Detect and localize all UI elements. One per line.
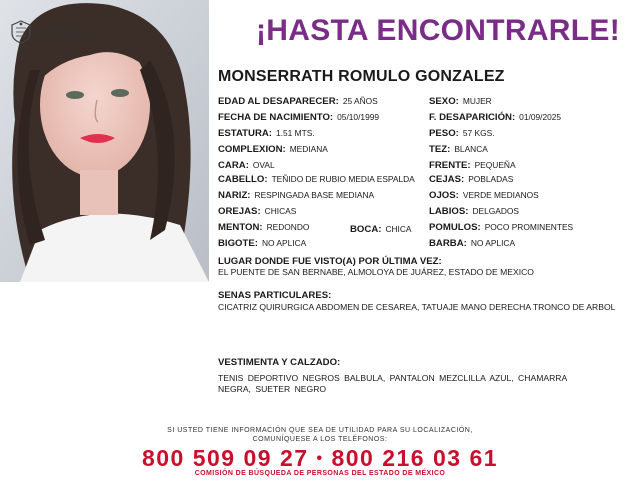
field-label: OJOS: bbox=[429, 190, 459, 201]
field-value: 25 AÑOS bbox=[342, 96, 378, 106]
field-label: POMULOS: bbox=[429, 222, 481, 233]
field-cabello bbox=[218, 174, 415, 185]
field-menton bbox=[218, 222, 309, 233]
field-cejas bbox=[429, 174, 513, 185]
field-label: ESTATURA: bbox=[218, 128, 273, 139]
clothing-value: TENIS DEPORTIVO NEGROS BALBULA, PANTALON MEZCLILLA AZUL, CHAMARRA NEGRA, SUETER NEGRO bbox=[218, 373, 567, 394]
field-value: DELGADOS bbox=[472, 206, 519, 216]
field-label: COMPLEXION: bbox=[218, 144, 286, 155]
field-label: BARBA: bbox=[429, 238, 467, 249]
field-value: 01/09/2025 bbox=[519, 112, 562, 122]
field-orejas bbox=[218, 206, 296, 217]
marks-value: CICATRIZ QUIRURGICA ABDOMEN DE CESAREA, TATUAJE MANO DERECHA TRONCO DE ARBOL bbox=[218, 302, 616, 312]
phone-numbers bbox=[0, 445, 640, 472]
marks-label: SENAS PARTICULARES: bbox=[218, 290, 332, 301]
field-label: CABELLO: bbox=[218, 174, 268, 185]
field-value: PEQUEÑA bbox=[474, 160, 516, 170]
field-value: OVAL bbox=[252, 160, 275, 170]
logo-text-line-1: GOBIERNO DEL bbox=[36, 26, 85, 32]
field-value: NO APLICA bbox=[261, 238, 307, 248]
field-complexion bbox=[218, 144, 328, 155]
state-crest-icon bbox=[10, 20, 32, 44]
last-seen-value: EL PUENTE DE SAN BERNABE, ALMOLOYA DE JUÁREZ, ESTADO DE MEXICO bbox=[218, 267, 534, 277]
field-frente bbox=[429, 160, 516, 171]
field-label: PESO: bbox=[429, 128, 459, 139]
field-value: TEÑIDO DE RUBIO MEDIA ESPALDA bbox=[271, 174, 415, 184]
phone-number-2[interactable]: 800 216 03 61 bbox=[331, 445, 499, 471]
field-label: TEZ: bbox=[429, 144, 451, 155]
field-value: POBLADAS bbox=[468, 174, 514, 184]
phone-separator: • bbox=[316, 450, 324, 467]
field-label: BIGOTE: bbox=[218, 238, 258, 249]
contact-note bbox=[0, 426, 640, 444]
field-label: SEXO: bbox=[429, 96, 459, 107]
field-peso bbox=[429, 128, 495, 139]
field-value: CHICAS bbox=[264, 206, 297, 216]
field-value: VERDE MEDIANOS bbox=[462, 190, 539, 200]
field-label: BOCA: bbox=[350, 224, 382, 235]
person-name: MONSERRATH ROMULO GONZALEZ bbox=[218, 68, 505, 85]
contact-note-line-2: COMUNÍQUESE A LOS TELÉFONOS: bbox=[252, 436, 388, 443]
field-ojos bbox=[429, 190, 539, 201]
field-value: MUJER bbox=[462, 96, 492, 106]
field-label: F. DESAPARICIÓN: bbox=[429, 112, 516, 123]
field-labios bbox=[429, 206, 519, 217]
contact-note-line-1: SI USTED TIENE INFORMACIÓN QUE SEA DE UTILIDAD PARA SU LOCALIZACIÓN, bbox=[167, 427, 473, 434]
field-label: NARIZ: bbox=[218, 190, 251, 201]
field-value: REDONDO bbox=[266, 222, 310, 232]
field-value: MEDIANA bbox=[289, 144, 328, 154]
field-cara bbox=[218, 160, 275, 171]
field-bigote bbox=[218, 238, 306, 249]
last-seen-label: LUGAR DONDE FUE VISTO(A) POR ÚLTIMA VEZ: bbox=[218, 256, 442, 267]
commission-name: COMISIÓN DE BÚSQUEDA DE PERSONAS DEL ESTADO DE MÉXICO bbox=[194, 470, 446, 477]
field-value: RESPINGADA BASE MEDIANA bbox=[254, 190, 375, 200]
field-fecha-desaparicion bbox=[429, 112, 561, 123]
field-label: LABIOS: bbox=[429, 206, 469, 217]
field-pomulos bbox=[429, 222, 573, 233]
field-boca bbox=[350, 224, 412, 235]
field-nariz bbox=[218, 190, 374, 201]
field-label: OREJAS: bbox=[218, 206, 261, 217]
field-label: FECHA DE NACIMIENTO: bbox=[218, 112, 334, 123]
field-value: NO APLICA bbox=[470, 238, 516, 248]
field-tez bbox=[429, 144, 488, 155]
phone-number-1[interactable]: 800 509 09 27 bbox=[141, 445, 309, 471]
clothing-label: VESTIMENTA Y CALZADO: bbox=[218, 357, 341, 368]
field-value: POCO PROMINENTES bbox=[484, 222, 574, 232]
field-label: MENTON: bbox=[218, 222, 263, 233]
headline: ¡HASTA ENCONTRARLE! bbox=[256, 14, 621, 47]
field-sexo bbox=[429, 96, 492, 107]
field-value: 57 KGS. bbox=[462, 128, 495, 138]
government-logo bbox=[10, 20, 120, 46]
field-edad bbox=[218, 96, 378, 107]
field-label: CEJAS: bbox=[429, 174, 465, 185]
field-label: FRENTE: bbox=[429, 160, 471, 171]
field-fecha-nacimiento bbox=[218, 112, 379, 123]
field-value: CHICA bbox=[385, 224, 412, 234]
government-logo-text bbox=[36, 26, 99, 40]
field-estatura bbox=[218, 128, 315, 139]
field-value: 05/10/1999 bbox=[337, 112, 380, 122]
field-label: CARA: bbox=[218, 160, 249, 171]
logo-text-line-2: ESTADO DE MÉXICO bbox=[36, 33, 99, 39]
field-label: EDAD AL DESAPARECER: bbox=[218, 96, 339, 107]
field-value: BLANCA bbox=[454, 144, 488, 154]
field-barba bbox=[429, 238, 515, 249]
field-value: 1.51 MTS. bbox=[276, 128, 315, 138]
